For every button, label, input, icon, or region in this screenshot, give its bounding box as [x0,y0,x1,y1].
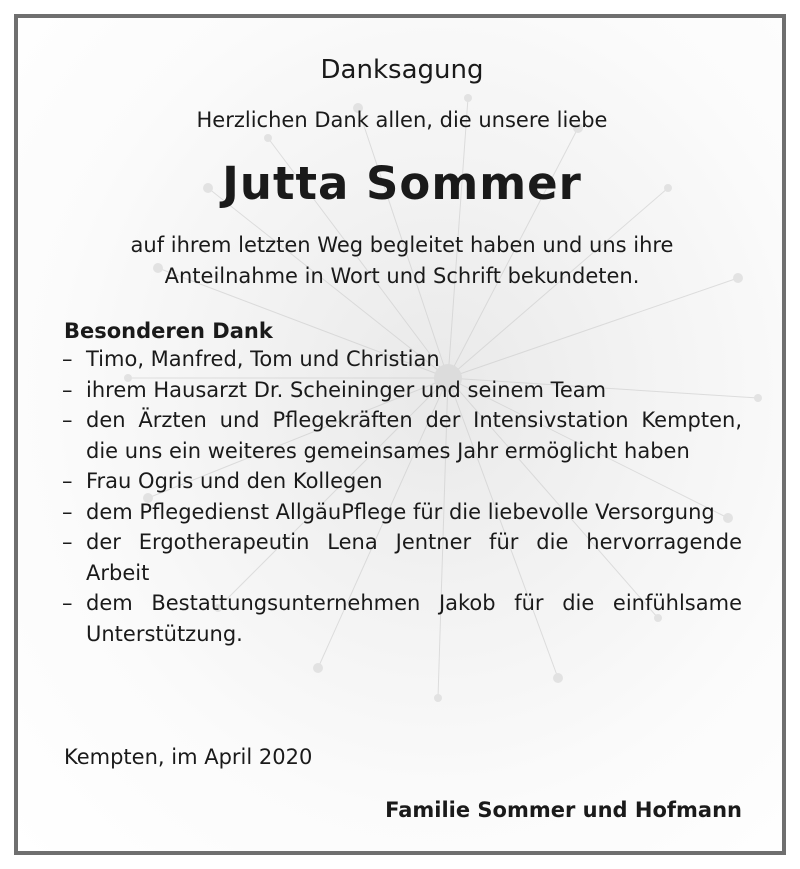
thanks-paragraph-line: Anteilnahme in Wort und Schrift bekundeten. [164,264,640,288]
place-date: Kempten, im April 2020 [64,745,313,769]
list-item-text: dem Pflegedienst AllgäuPflege für die liebevolle Versorgung [86,499,715,524]
list-item [62,527,742,588]
dash-bullet: – [62,408,73,432]
list-item [62,466,742,497]
dash-bullet: – [62,499,73,524]
list-item-text: dem Bestattungsunternehmen Jakob für die einfühlsame Unterstützung. [86,591,742,646]
dash-bullet: – [62,469,73,493]
notice-heading: Danksagung [320,55,484,85]
list-item-text: der Ergotherapeutin Lena Jentner für die hervorragende Arbeit [86,530,742,585]
dash-bullet: – [62,377,73,402]
list-item-text: ihrem Hausarzt Dr. Scheininger und seinem Team [86,377,607,402]
list-item-text: Frau Ogris und den Kollegen [86,469,383,493]
thanks-paragraph [62,230,742,292]
list-item [62,375,742,406]
list-item-text: den Ärzten und Pflegekräften der Intensivstation Kempten, die uns ein weiteres gemeinsames Jahr ermöglicht haben [86,408,742,463]
family-signature: Familie Sommer und Hofmann [385,798,742,822]
special-thanks-title: Besonderen Dank [64,319,273,343]
list-item [62,344,742,375]
list-item [62,405,742,466]
thanks-paragraph-line: auf ihrem letzten Weg begleitet haben und uns ihre [130,233,674,257]
list-item [62,497,742,528]
dash-bullet: – [62,530,73,554]
intro-text: Herzlichen Dank allen, die unsere liebe [196,108,608,132]
special-thanks-list [62,344,742,649]
list-item [62,588,742,649]
deceased-name: Jutta Sommer [222,157,582,210]
notice-frame [14,14,786,855]
dash-bullet: – [62,591,73,615]
list-item-text: Timo, Manfred, Tom und Christian [86,347,440,371]
dash-bullet: – [62,347,73,371]
